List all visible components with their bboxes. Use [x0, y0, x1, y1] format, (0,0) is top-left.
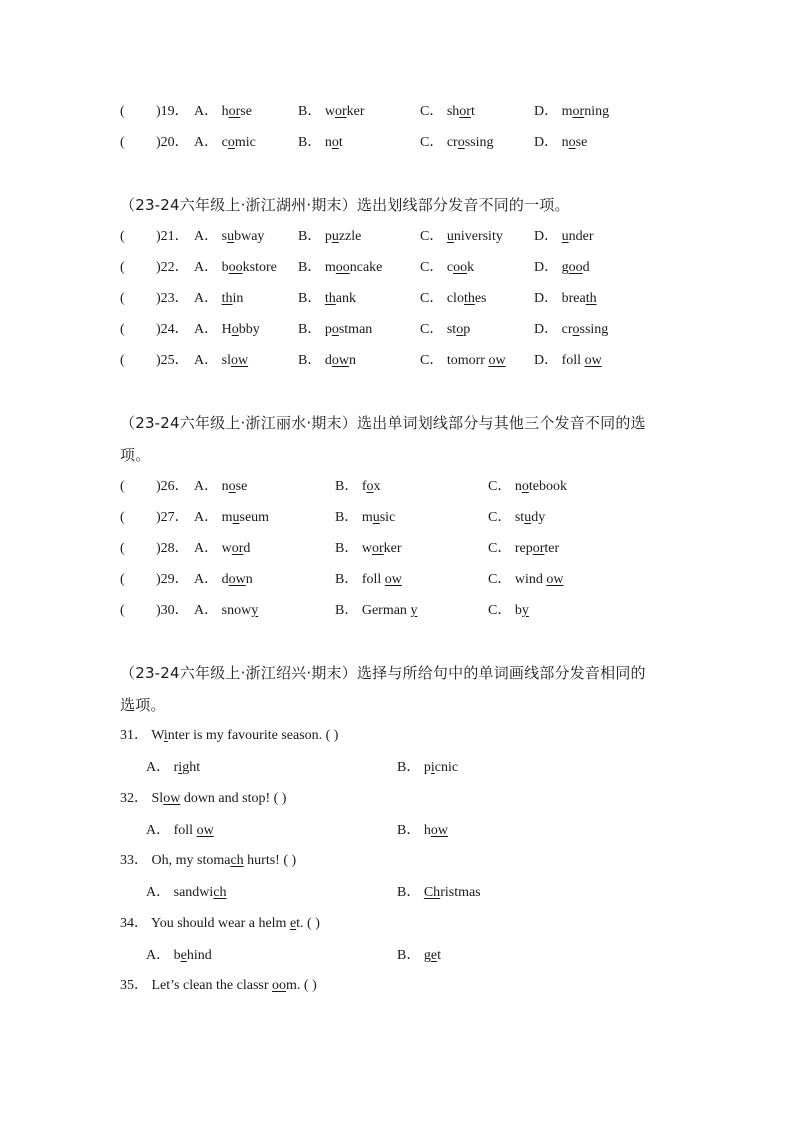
option-letter: B．	[298, 260, 322, 275]
option-word: tomorr ow	[446, 353, 506, 368]
option-a[interactable]	[194, 601, 258, 621]
option-letter: A．	[146, 948, 171, 963]
option-c[interactable]	[488, 570, 563, 590]
question-sentence	[120, 789, 286, 809]
option-b[interactable]	[397, 821, 448, 841]
answer-blank[interactable]: (	[120, 541, 125, 556]
question-row	[120, 601, 680, 621]
option-letter: A．	[194, 353, 219, 368]
option-c[interactable]	[420, 289, 487, 309]
option-word: morning	[561, 104, 610, 119]
option-b[interactable]	[298, 351, 356, 371]
option-c[interactable]	[420, 102, 475, 122]
option-a[interactable]	[194, 508, 269, 528]
answer-blank[interactable]: (	[120, 353, 125, 368]
answer-blank-close: )23．	[156, 291, 189, 306]
question-text: Winter is my favourite season. ( )	[151, 728, 339, 743]
question-sentence	[120, 976, 317, 996]
option-word: worker	[324, 104, 365, 119]
option-d[interactable]	[534, 227, 594, 247]
option-a[interactable]	[146, 758, 200, 778]
option-word: German y	[361, 603, 418, 618]
option-word: clothes	[446, 291, 487, 306]
option-letter: B．	[298, 291, 322, 306]
option-word: foll ow	[361, 572, 402, 587]
option-c[interactable]	[420, 258, 474, 278]
option-word: horse	[221, 104, 252, 119]
question-row	[120, 508, 680, 528]
option-d[interactable]	[534, 102, 609, 122]
question-sentence	[120, 726, 338, 746]
option-a[interactable]	[194, 102, 252, 122]
question-row	[120, 258, 680, 278]
option-letter: C．	[420, 229, 444, 244]
option-b[interactable]	[298, 258, 382, 278]
answer-blank[interactable]: (	[120, 510, 125, 525]
question-row	[120, 320, 680, 340]
option-letter: B．	[397, 948, 421, 963]
question-text: Slow down and stop! ( )	[151, 791, 287, 806]
option-letter: A．	[194, 229, 219, 244]
option-c[interactable]	[420, 133, 494, 153]
option-b[interactable]	[397, 946, 441, 966]
answer-blank-close: )20．	[156, 135, 189, 150]
option-word: down	[324, 353, 356, 368]
question-number: 33．	[120, 853, 148, 868]
option-word: postman	[324, 322, 373, 337]
option-letter: A．	[194, 572, 219, 587]
option-b[interactable]	[397, 883, 481, 903]
option-letter: A．	[194, 603, 219, 618]
answer-blank[interactable]: (	[120, 260, 125, 275]
option-letter: C．	[420, 291, 444, 306]
option-word: crossing	[561, 322, 609, 337]
option-word: wind ow	[514, 572, 564, 587]
option-word: university	[446, 229, 503, 244]
option-letter: D．	[534, 104, 559, 119]
option-letter: A．	[146, 885, 171, 900]
question-text: You should wear a helm et. ( )	[150, 916, 320, 931]
answer-blank[interactable]: (	[120, 572, 125, 587]
answer-blank[interactable]: (	[120, 104, 125, 119]
option-letter: C．	[488, 510, 512, 525]
option-word: puzzle	[324, 229, 362, 244]
option-word: comic	[221, 135, 256, 150]
option-word: foll ow	[561, 353, 602, 368]
option-letter: A．	[194, 260, 219, 275]
answer-blank-close: )27．	[156, 510, 189, 525]
option-letter: A．	[146, 760, 171, 775]
option-word: short	[446, 104, 475, 119]
answer-blank[interactable]: (	[120, 135, 125, 150]
question-number: 35．	[120, 978, 148, 993]
option-word: stop	[446, 322, 471, 337]
option-d[interactable]	[534, 289, 597, 309]
option-letter: B．	[298, 135, 322, 150]
option-letter: C．	[420, 135, 444, 150]
option-letter: A．	[194, 541, 219, 556]
option-letter: C．	[420, 104, 444, 119]
option-a[interactable]	[194, 351, 248, 371]
option-word: how	[423, 823, 448, 838]
option-letter: B．	[335, 541, 359, 556]
option-word: word	[221, 541, 251, 556]
option-word: museum	[221, 510, 270, 525]
option-d[interactable]	[534, 133, 587, 153]
option-letter: C．	[420, 322, 444, 337]
option-word: behind	[173, 948, 212, 963]
option-letter: B．	[298, 229, 322, 244]
option-b[interactable]	[298, 102, 365, 122]
option-letter: B．	[298, 322, 322, 337]
option-letter: D．	[534, 135, 559, 150]
question-number: 31．	[120, 728, 148, 743]
option-letter: A．	[194, 104, 219, 119]
option-word: good	[561, 260, 590, 275]
option-word: cook	[446, 260, 475, 275]
option-word: under	[561, 229, 594, 244]
answer-blank-close: )25．	[156, 353, 189, 368]
option-word: right	[173, 760, 201, 775]
option-word: Hobby	[221, 322, 260, 337]
answer-blank-close: )19．	[156, 104, 189, 119]
question-text: Oh, my stomach hurts! ( )	[151, 853, 297, 868]
option-a[interactable]	[194, 227, 264, 247]
option-word: breath	[561, 291, 597, 306]
option-word: music	[361, 510, 396, 525]
option-word: snowy	[221, 603, 259, 618]
option-b[interactable]	[335, 508, 395, 528]
option-a[interactable]	[146, 883, 227, 903]
question-row	[120, 227, 680, 247]
option-word: worker	[361, 541, 402, 556]
option-word: not	[324, 135, 343, 150]
option-word: reporter	[514, 541, 560, 556]
option-word: get	[423, 948, 441, 963]
option-letter: C．	[488, 603, 512, 618]
question-row	[120, 289, 680, 309]
option-letter: B．	[335, 572, 359, 587]
option-letter: B．	[298, 353, 322, 368]
section-header-lishui: （23-24六年级上·浙江丽水·期末）选出单词划线部分与其他三个发音不同的选	[120, 414, 646, 432]
answer-blank-close: )26．	[156, 479, 189, 494]
option-word: crossing	[446, 135, 494, 150]
option-letter: B．	[397, 823, 421, 838]
question-row	[120, 102, 680, 122]
option-a[interactable]	[194, 539, 250, 559]
option-word: down	[221, 572, 253, 587]
question-text: Let’s clean the classr oom. ( )	[151, 978, 317, 993]
option-letter: A．	[194, 510, 219, 525]
option-word: thin	[221, 291, 244, 306]
option-b[interactable]	[335, 570, 402, 590]
option-b[interactable]	[335, 539, 402, 559]
section-header-shaoxing: （23-24六年级上·浙江绍兴·期末）选择与所给句中的单词画线部分发音相同的	[120, 664, 646, 682]
option-letter: A．	[194, 135, 219, 150]
option-a[interactable]	[194, 477, 247, 497]
question-row	[120, 477, 680, 497]
option-c[interactable]	[420, 351, 506, 371]
option-a[interactable]	[194, 320, 260, 340]
section-header-lishui-cont: 项。	[120, 446, 151, 464]
option-a[interactable]	[194, 289, 243, 309]
option-word: sandwich	[173, 885, 227, 900]
question-row	[120, 351, 680, 371]
option-letter: C．	[488, 541, 512, 556]
option-word: slow	[221, 353, 249, 368]
answer-blank[interactable]: (	[120, 479, 125, 494]
answer-blank[interactable]: (	[120, 229, 125, 244]
option-letter: C．	[420, 353, 444, 368]
answer-blank-close: )28．	[156, 541, 189, 556]
option-letter: D．	[534, 260, 559, 275]
option-word: notebook	[514, 479, 567, 494]
option-a[interactable]	[194, 258, 277, 278]
answer-blank[interactable]: (	[120, 291, 125, 306]
option-b[interactable]	[298, 133, 343, 153]
option-letter: C．	[488, 572, 512, 587]
option-word: thank	[324, 291, 356, 306]
answer-blank-close: )22．	[156, 260, 189, 275]
option-c[interactable]	[488, 508, 545, 528]
option-word: by	[514, 603, 529, 618]
option-word: fox	[361, 479, 381, 494]
option-word: study	[514, 510, 546, 525]
option-letter: D．	[534, 353, 559, 368]
option-letter: A．	[194, 479, 219, 494]
option-letter: B．	[335, 603, 359, 618]
question-number: 32．	[120, 791, 148, 806]
section-header-huzhou: （23-24六年级上·浙江湖州·期末）选出划线部分发音不同的一项。	[120, 196, 570, 214]
option-c[interactable]	[488, 539, 559, 559]
option-a[interactable]	[146, 821, 214, 841]
option-word: nose	[221, 479, 248, 494]
option-letter: D．	[534, 322, 559, 337]
option-letter: B．	[335, 479, 359, 494]
option-c[interactable]	[488, 601, 529, 621]
option-c[interactable]	[420, 320, 470, 340]
option-word: foll ow	[173, 823, 214, 838]
option-word: Christmas	[423, 885, 481, 900]
option-b[interactable]	[397, 758, 458, 778]
option-d[interactable]	[534, 258, 590, 278]
option-letter: A．	[194, 322, 219, 337]
question-row	[120, 133, 680, 153]
option-letter: A．	[146, 823, 171, 838]
answer-blank[interactable]: (	[120, 322, 125, 337]
answer-blank-close: )29．	[156, 572, 189, 587]
option-b[interactable]	[298, 320, 372, 340]
option-letter: D．	[534, 291, 559, 306]
option-word: bookstore	[221, 260, 277, 275]
answer-blank-close: )24．	[156, 322, 189, 337]
question-row	[120, 539, 680, 559]
option-d[interactable]	[534, 320, 608, 340]
option-c[interactable]	[488, 477, 567, 497]
option-letter: B．	[397, 760, 421, 775]
question-sentence	[120, 851, 296, 871]
option-word: picnic	[423, 760, 459, 775]
option-letter: C．	[488, 479, 512, 494]
option-c[interactable]	[420, 227, 503, 247]
option-letter: B．	[298, 104, 322, 119]
section-header-shaoxing-cont: 选项。	[120, 696, 166, 714]
option-b[interactable]	[298, 289, 356, 309]
option-letter: C．	[420, 260, 444, 275]
option-letter: B．	[335, 510, 359, 525]
option-word: mooncake	[324, 260, 383, 275]
option-word: subway	[221, 229, 265, 244]
option-letter: A．	[194, 291, 219, 306]
question-number: 34．	[120, 916, 148, 931]
answer-blank-close: )21．	[156, 229, 189, 244]
answer-blank[interactable]: (	[120, 603, 125, 618]
option-b[interactable]	[335, 601, 417, 621]
option-letter: D．	[534, 229, 559, 244]
option-a[interactable]	[194, 133, 256, 153]
answer-blank-close: )30．	[156, 603, 189, 618]
option-b[interactable]	[335, 477, 381, 497]
question-sentence	[120, 914, 320, 934]
question-row	[120, 570, 680, 590]
option-d[interactable]	[534, 351, 602, 371]
option-a[interactable]	[146, 946, 212, 966]
option-word: nose	[561, 135, 588, 150]
option-b[interactable]	[298, 227, 361, 247]
option-a[interactable]	[194, 570, 253, 590]
option-letter: B．	[397, 885, 421, 900]
